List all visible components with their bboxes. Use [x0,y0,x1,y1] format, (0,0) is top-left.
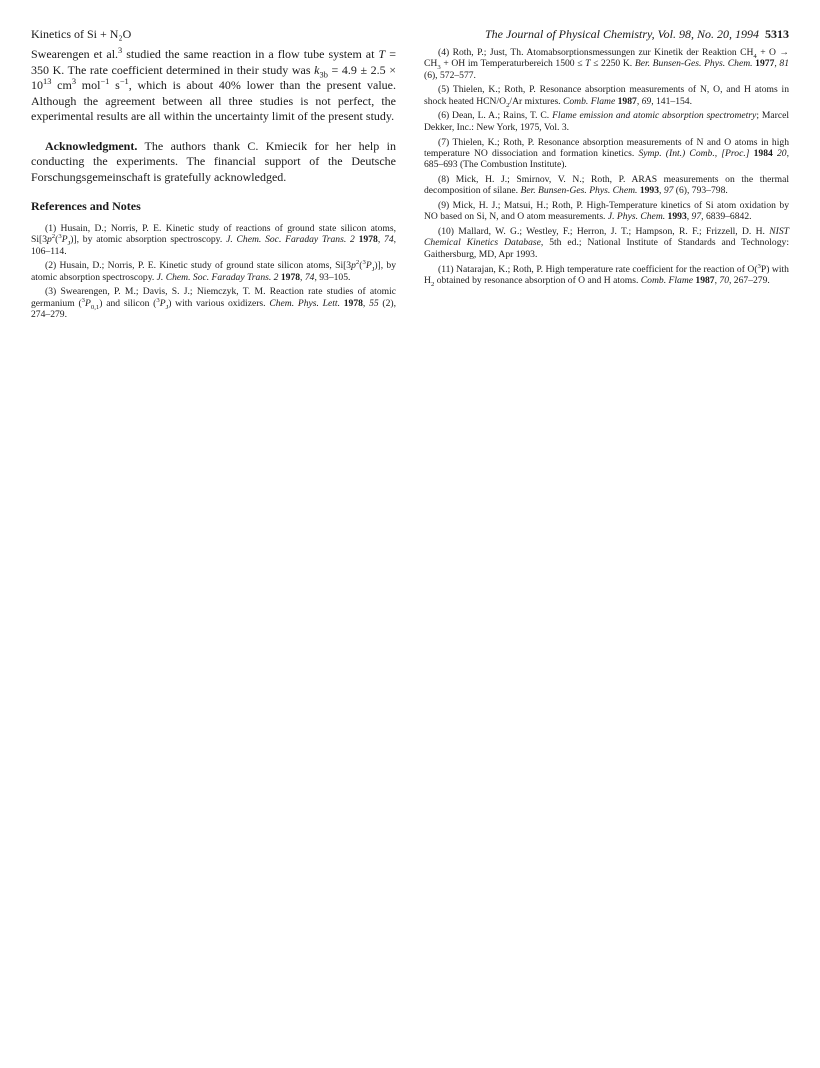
text-run: ; Marcel Dekker, Inc.: New York, 1975, Vol. 3. [424,110,790,133]
superscript: 2 [355,259,360,267]
text-run: ( [359,260,363,272]
year: 1993 [665,211,687,223]
acknowledgment-text: The authors thank C. Kmiecik for her help in conducting the experiments. The financial support of the Deutsche Forschungsgemeinschaft is gratefully acknowledged. [31,138,396,184]
journal-title: Ber. Bunsen-Ges. Phys. Chem. [634,58,753,70]
year: 1977 [752,58,775,70]
volume: 20 [777,147,787,159]
left-column [31,47,396,324]
journal-title: Chem. Phys. Lett. [269,297,340,309]
text-run: /Ar mixtures. [509,95,563,107]
text-run: (2) Husain, D.; Norris, P. E. Kinetic study of ground state silicon atoms, Si[3 [45,260,352,272]
volume: 70 [719,274,729,286]
text-run: (4) Roth, P.; Just, Th. Atomabsorptionsmessungen zur Kinetik der Reaktion CH [438,47,754,58]
text-run: )], by atomic absorption spectroscopy. [70,234,227,246]
text-run: = 350 K. The rate coefficient determined in their study was [31,47,396,77]
volume: 74 [384,234,394,246]
spacer [31,125,396,139]
text-run: (9) Mick, H. J.; Matsui, H.; Roth, P. High-Temperature kinetics of Si atom oxidation by NO based on Si, N, and O atom measurements. [424,200,789,223]
text-run: , which is about 40% lower than the present value. Although the agreement between all three studies is not perfect, the experimental results are all within the uncertainty limit of the present study. [31,78,396,123]
text-run: (8) Mick, H. J.; Smirnov, V. N.; Roth, P. ARAS measurements on the thermal decomposition of silane. [424,173,789,197]
journal-title: Ber. Bunsen-Ges. Phys. Chem. [520,185,638,197]
subscript: 3b [319,69,328,79]
right-column [424,47,789,290]
subscript: J [67,240,71,248]
text-run: (7) Thielen, K.; Roth, P. Resonance absorption measurements of N and O atoms in high temperature NO dissociation and formation kinetics. [424,136,789,159]
year: 1993 [637,185,660,197]
text-run: (6) Dean, L. A.; Rains, T. C. [438,110,553,122]
text-run: , [774,58,780,70]
text-run: + OH im Temperaturbereich 1500 ≤ [440,58,586,70]
text-run: (1) Husain, D.; Norris, P. E. Kinetic study of reactions of ground state silicon atoms, Si[3 [31,223,396,246]
year: 1978 [278,271,301,283]
volume: 69 [641,95,652,107]
pages: (2), 274–279. [31,297,397,321]
reference-3 [31,286,396,320]
text-run: , [300,271,305,283]
journal-citation-line [485,26,789,42]
volume: 97 [691,211,702,223]
text-run: )], by atomic absorption spectroscopy. [31,260,397,283]
pages: , 267–279. [729,274,770,286]
superscript: 3 [58,233,62,241]
year: 1984 [749,147,773,159]
reference-10 [424,226,789,260]
text-run: (5) Thielen, K.; Roth, P. Resonance absorption measurements of N, O, and H atoms in shock heated HCN/O [424,84,789,107]
italic-symbol: T [585,58,591,70]
subscript: 0,1 [90,303,100,311]
subscript: J [165,303,169,311]
year: 1987 [615,95,637,107]
text-run: = 4.9 ± 2.5 × 10 [31,62,397,92]
references-heading: References and Notes [31,199,141,213]
acknowledgment-paragraph [31,139,396,186]
text-run: + O → CH [424,47,789,70]
volume: 81 [779,58,790,70]
text-run: P) with H [424,263,789,286]
text-run: ≤ 2250 K. [590,58,635,70]
italic-symbol: p [351,260,356,272]
text-run: (11) Natarajan, K.; Roth, P. High temperature rate coefficient for the reaction of O( [438,263,758,275]
italic-symbol: P [61,234,68,246]
year: 1978 [339,297,363,309]
reference-8 [424,174,789,197]
italic-symbol: k [314,62,320,77]
pages: , 6839–6842. [701,211,752,223]
page-number: 5313 [765,27,789,41]
subscript: 2 [430,280,435,288]
acknowledgment-heading: Acknowledgment. [45,138,138,153]
text-run: , [659,185,664,197]
volume: 74 [304,271,315,283]
text-run: Swearengen et al. [31,47,119,61]
journal-title: Symp. (Int.) Comb., [Proc.] [638,147,750,159]
book-title: Flame emission and atomic absorption spectrometry [552,110,757,122]
text-run: s [109,78,120,92]
superscript: 2 [51,233,56,241]
reference-11 [424,264,789,287]
text-run: , [377,234,385,246]
reference-9 [424,200,789,223]
journal-title: Comb. Flame [640,274,694,286]
reference-2 [31,260,396,283]
text-run: mol [76,78,101,92]
reference-5 [424,84,789,107]
year: 1978 [354,234,378,246]
volume: 97 [663,185,674,197]
reference-4 [424,47,789,81]
italic-symbol: p [47,234,52,246]
journal-title: J. Phys. Chem. [607,211,666,223]
text-run: , 5th ed.; National Institute of Standards and Technology: Gaithersburg, MD, Apr 1993. [424,237,789,260]
text-run: , [714,274,720,286]
reference-6 [424,110,789,133]
reference-1 [31,223,396,257]
text-run: studied the same reaction in a flow tube system at [122,47,379,61]
superscript: 3 [362,259,366,267]
journal-title: J. Chem. Soc. Faraday Trans. 2 [156,271,279,283]
reference-7 [424,137,789,171]
superscript: −1 [100,77,110,86]
italic-symbol: T [378,47,386,61]
year: 1987 [693,274,715,286]
text-run: , [362,297,370,309]
text-run: ( [55,234,59,246]
subscript: 4 [753,52,757,60]
pages: (6), 572–577. [424,69,476,81]
subscript: J [371,266,375,274]
text-run: (3) Swearengen, P. M.; Davis, S. J.; Niemczyk, T. M. Reaction rate studies of atomic germanium ( [31,286,396,309]
text-run: cm [51,78,72,92]
pages: , 106–114. [31,234,397,257]
text-run: , [636,95,642,107]
italic-symbol: P [159,297,166,309]
database-title: NIST Chemical Kinetics Database [424,226,789,249]
superscript: 3 [71,77,76,86]
volume: 55 [369,297,379,309]
italic-symbol: P [85,297,91,309]
pages: , 685–693 (The Combustion Institute). [424,147,789,171]
superscript: 3 [757,262,761,270]
superscript: −1 [119,77,129,86]
journal-title: J. Chem. Soc. Faraday Trans. 2 [226,234,355,246]
text-run: (10) Mallard, W. G.; Westley, F.; Herron, J. T.; Hampson, R. F.; Frizzell, D. H. [438,226,770,238]
text-run: ) with various oxidizers. [168,297,270,309]
text-run: ) and silicon ( [99,297,157,309]
body-paragraph [31,47,396,125]
pages: (6), 793–798. [673,185,728,197]
superscript: 3 [81,296,85,304]
superscript: 13 [43,77,52,86]
superscript: 3 [156,296,160,304]
citation-superscript: 3 [118,46,123,55]
running-title: Kinetics of Si + N₂O [31,27,132,41]
text-run: , [686,211,692,223]
page-header [31,26,789,42]
journal-name: The Journal of Physical Chemistry, Vol. 98, No. 20, 1994 [485,27,759,41]
pages: , 93–105. [314,271,351,283]
italic-symbol: P [365,260,372,272]
journal-title: Comb. Flame [562,95,616,107]
subscript: 2 [506,101,510,109]
text-run: obtained by resonance absorption of O and H atoms. [434,274,641,286]
pages: , 141–154. [651,95,692,107]
subscript: 3 [437,64,441,72]
